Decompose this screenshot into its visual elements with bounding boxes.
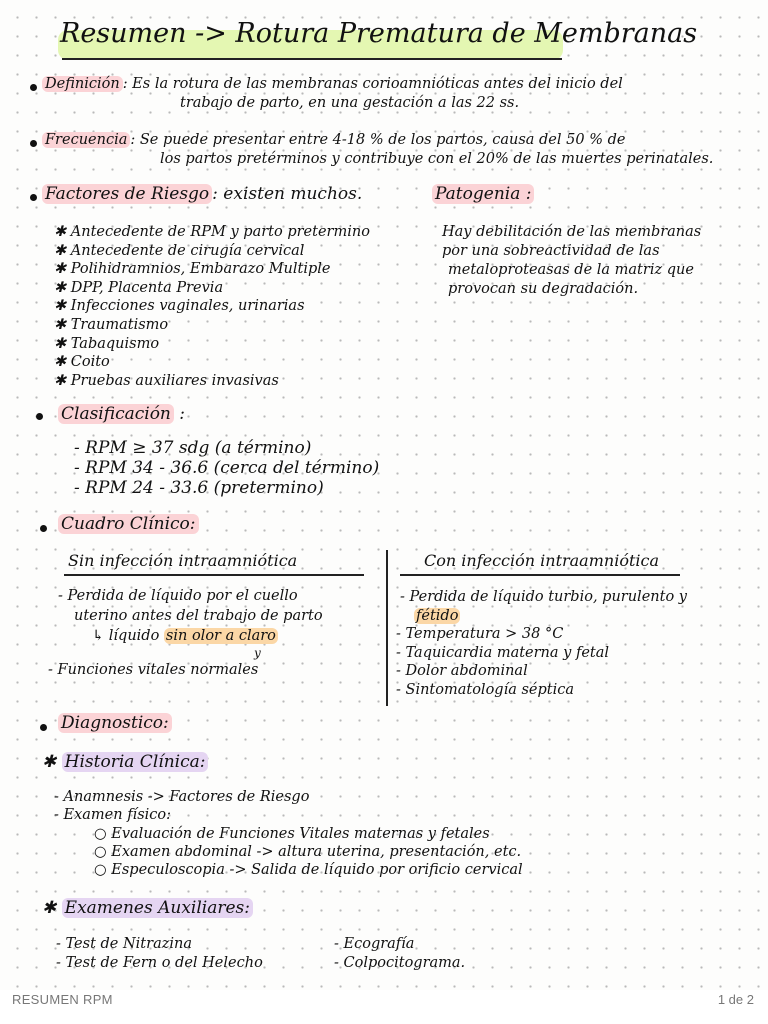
historia-line: - Examen físico: [54, 807, 172, 823]
factores-suffix: : existen muchos. [212, 184, 363, 204]
bullet-dot [40, 724, 47, 731]
con-infeccion-line2 [414, 608, 460, 624]
definicion-line1 [42, 76, 623, 92]
factor-item-text: Tabaquismo [70, 335, 160, 352]
asterisk-icon: ✱ [54, 279, 71, 296]
factor-item-text: Coito [70, 354, 110, 371]
asterisk-icon: ✱ [54, 242, 71, 259]
page-title: Resumen -> Rotura Prematura de Membranas [60, 18, 698, 49]
con-infeccion-underline [400, 574, 680, 576]
clasificacion-label: Clasificación [58, 404, 174, 424]
con-infeccion-item: - Temperatura > 38 °C [396, 626, 564, 642]
factores-label: Factores de Riesgo [42, 184, 212, 204]
historia-subitem-text: Examen abdominal -> altura uterina, presentación, etc. [111, 844, 522, 860]
circle-bullet-icon: ○ [94, 862, 112, 878]
asterisk-icon: ✱ [54, 354, 71, 371]
factor-item-text: Pruebas auxiliares invasivas [70, 372, 279, 389]
factor-item-text: Infecciones vaginales, urinarias [70, 298, 305, 315]
sin-infeccion-line4: - Funciones vitales normales [48, 662, 259, 678]
asterisk-icon: ✱ [54, 317, 71, 333]
clasificacion-item: - RPM ≥ 37 sdg (a término) [74, 438, 312, 458]
auxiliares-label: Examenes Auxiliares: [62, 898, 253, 918]
patogenia-label: Patogenia : [432, 184, 534, 204]
factor-item [54, 261, 331, 277]
clasificacion-item: - RPM 34 - 36.6 (cerca del término) [74, 458, 380, 478]
cuadro-heading [58, 514, 199, 534]
auxiliar-item: - Test de Nitrazina [56, 936, 192, 952]
auxiliar-item: - Ecografía [334, 936, 415, 952]
frecuencia-label: Frecuencia [42, 132, 130, 148]
sin-infeccion-line1: - Perdida de líquido por el cuello [58, 588, 298, 604]
con-infeccion-item: - Sintomatología séptica [396, 681, 575, 698]
patogenia-heading [432, 184, 534, 204]
patogenia-line: por una sobreactividad de las [442, 243, 660, 259]
historia-line: - Anamnesis -> Factores de Riesgo [54, 789, 310, 805]
document-name: RESUMEN RPM [12, 992, 113, 1007]
historia-subitem [94, 844, 521, 860]
asterisk-icon: ✱ [54, 224, 71, 240]
con-infeccion-line1: - Perdida de líquido turbio, purulento y [400, 589, 687, 605]
auxiliar-item: - Colpocitograma. [334, 955, 466, 971]
definicion-text1: : Es la rotura de las membranas corioamnióticas antes del inicio del [122, 76, 623, 92]
asterisk-icon: ✱ [54, 335, 71, 352]
diagnostico-label: Diagnostico: [58, 713, 172, 733]
definicion-line2: trabajo de parto, en una gestación a las 22 ss. [180, 95, 520, 111]
page-indicator: 1 de 2 [717, 992, 754, 1007]
factor-item-text: Traumatismo [70, 317, 169, 333]
factores-heading [42, 184, 362, 204]
factor-item [54, 336, 159, 352]
column-divider [386, 550, 388, 706]
bullet-dot [30, 84, 37, 91]
factor-item-text: DPP, Placenta Previa [70, 279, 224, 296]
con-infeccion-item: - Taquicardia materna y fetal [396, 644, 610, 661]
frecuencia-text1: : Se puede presentar entre 4-18 % de los partos, causa del 50 % de [130, 132, 626, 148]
sin-infeccion-underline [64, 574, 364, 576]
clasificacion-heading: Clasificación : [58, 404, 185, 424]
factor-item [54, 298, 305, 314]
historia-subitem [94, 862, 523, 878]
historia-subitem-text: Especuloscopia -> Salida de líquido por orificio cervical [111, 862, 523, 878]
asterisk-icon: ✱ [54, 298, 71, 315]
bullet-dot [36, 413, 43, 420]
bullet-dot [40, 525, 47, 532]
historia-label: Historia Clínica: [62, 752, 209, 772]
historia-heading: ✱ Historia Clínica: [42, 752, 208, 772]
sin-infeccion-line3 [92, 628, 278, 644]
factor-item-text: Antecedente de cirugía cervical [70, 242, 305, 259]
frecuencia-line2: los partos pretérminos y contribuye con el 20% de las muertes perinatales. [160, 151, 714, 167]
asterisk-icon: ✱ [54, 261, 71, 278]
title-underline [62, 58, 562, 60]
bullet-dot [30, 194, 37, 201]
patogenia-line: Hay debilitación de las membranas [442, 224, 702, 240]
con-infeccion-item: - Dolor abdominal [396, 663, 528, 679]
frecuencia-line1 [42, 132, 625, 148]
auxiliares-heading: ✱ Examenes Auxiliares: [42, 898, 253, 918]
historia-subitem-text: Evaluación de Funciones Vitales maternas y fetales [111, 826, 490, 842]
factor-item [54, 373, 279, 389]
patogenia-line: metaloproteasas de la matriz que [448, 262, 694, 278]
liquido-prefix: ↳ líquido [92, 628, 164, 644]
factor-item [54, 243, 304, 259]
circle-bullet-icon: ○ [94, 844, 112, 860]
viewer-footer [0, 990, 768, 1024]
liquido-highlight: sin olor a claro [165, 628, 276, 644]
bullet-dot [30, 140, 37, 147]
factor-item [54, 224, 370, 240]
asterisk-icon: ✱ [54, 372, 71, 389]
factor-item [54, 354, 110, 370]
annotation-y: y [254, 646, 261, 660]
auxiliar-item: - Test de Fern o del Helecho [56, 955, 263, 971]
historia-subitem [94, 826, 490, 842]
fetido-highlight: fétido [416, 608, 459, 624]
sin-infeccion-heading: Sin infección intraamniótica [68, 551, 298, 570]
factor-item [54, 280, 223, 296]
cuadro-label: Cuadro Clínico: [58, 514, 199, 534]
factor-item-text: Antecedente de RPM y parto pretermino [70, 224, 370, 240]
definicion-label: Definición [42, 76, 123, 92]
factor-item-text: Polihidramnios, Embarazo Multiple [70, 261, 331, 278]
factor-item [54, 317, 168, 333]
patogenia-line: provocan su degradación. [448, 281, 639, 297]
diagnostico-heading [58, 713, 172, 733]
sin-infeccion-line2: uterino antes del trabajo de parto [74, 608, 323, 624]
con-infeccion-heading: Con infección intraamniótica [424, 551, 659, 570]
clasificacion-item: - RPM 24 - 33.6 (pretermino) [74, 478, 324, 498]
circle-bullet-icon: ○ [94, 826, 112, 842]
